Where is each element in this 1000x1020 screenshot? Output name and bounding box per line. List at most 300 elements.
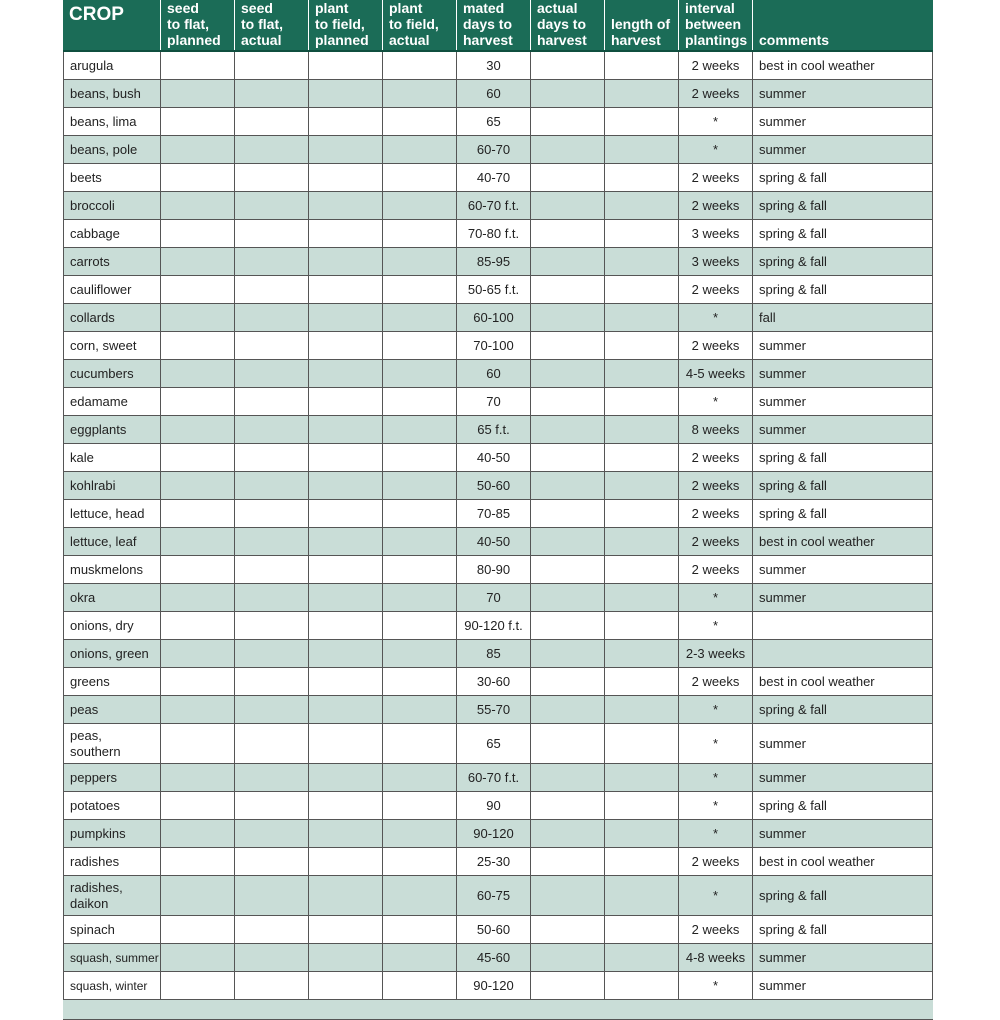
cell-blank[interactable] — [160, 668, 234, 695]
cell-blank[interactable] — [234, 500, 308, 527]
cell-blank[interactable] — [530, 332, 604, 359]
cell-blank[interactable] — [530, 724, 604, 763]
cell-estimated-days-text: 90-120 — [473, 978, 514, 993]
cell-blank[interactable] — [160, 848, 234, 875]
cell-blank[interactable] — [382, 192, 456, 219]
cell-blank[interactable] — [308, 848, 382, 875]
table-row — [63, 192, 933, 220]
cell-blank[interactable] — [160, 876, 234, 915]
cell-blank[interactable] — [308, 220, 382, 247]
cell-blank[interactable] — [604, 848, 678, 875]
cell-interval — [678, 444, 752, 471]
cell-blank[interactable] — [530, 108, 604, 135]
cell-crop — [63, 848, 160, 875]
cell-blank[interactable] — [308, 944, 382, 971]
cell-blank[interactable] — [234, 848, 308, 875]
cell-estimated-days — [456, 220, 530, 247]
cell-blank[interactable] — [382, 444, 456, 471]
cell-blank[interactable] — [160, 500, 234, 527]
cell-blank[interactable] — [530, 876, 604, 915]
cell-blank[interactable] — [382, 164, 456, 191]
cell-blank[interactable] — [530, 276, 604, 303]
cell-blank[interactable] — [234, 944, 308, 971]
cell-comments-text: spring & fall — [759, 478, 827, 493]
cell-estimated-days-text: 40-50 — [476, 534, 511, 549]
cell-interval-text: 2 weeks — [691, 562, 740, 577]
cell-blank[interactable] — [382, 416, 456, 443]
cell-blank[interactable] — [160, 792, 234, 819]
cell-blank[interactable] — [160, 472, 234, 499]
cell-blank[interactable] — [604, 668, 678, 695]
cell-blank[interactable] — [382, 108, 456, 135]
cell-blank[interactable] — [160, 220, 234, 247]
header-line: actual — [389, 32, 430, 48]
cell-crop-text: cabbage — [70, 225, 120, 241]
cell-interval-text: 3 weeks — [691, 254, 740, 269]
cell-blank[interactable] — [160, 640, 234, 667]
cell-crop-text: spinach — [70, 921, 115, 937]
cell-estimated-days — [456, 80, 530, 107]
cell-estimated-days — [456, 248, 530, 275]
cell-blank[interactable] — [530, 192, 604, 219]
cell-blank[interactable] — [530, 500, 604, 527]
cell-blank[interactable] — [604, 612, 678, 639]
cell-blank[interactable] — [308, 556, 382, 583]
header-crop — [63, 0, 160, 50]
cell-blank[interactable] — [382, 276, 456, 303]
cell-comments-text: spring & fall — [759, 888, 827, 903]
cell-blank[interactable] — [604, 444, 678, 471]
header-est_days — [456, 0, 530, 50]
cell-blank[interactable] — [604, 52, 678, 79]
cell-interval-text: * — [712, 826, 719, 841]
cell-blank[interactable] — [530, 164, 604, 191]
cell-blank[interactable] — [234, 276, 308, 303]
cell-blank[interactable] — [382, 792, 456, 819]
cell-blank[interactable] — [308, 820, 382, 847]
cell-comments — [752, 192, 933, 219]
cell-estimated-days — [456, 640, 530, 667]
cell-blank[interactable] — [234, 820, 308, 847]
cell-blank[interactable] — [308, 640, 382, 667]
cell-blank[interactable] — [234, 416, 308, 443]
cell-blank[interactable] — [382, 876, 456, 915]
table-row — [63, 876, 933, 916]
cell-crop — [63, 972, 160, 999]
cell-blank[interactable] — [308, 764, 382, 791]
cell-blank[interactable] — [308, 500, 382, 527]
cell-blank[interactable] — [160, 696, 234, 723]
cell-blank[interactable] — [382, 52, 456, 79]
cell-blank[interactable] — [160, 192, 234, 219]
cell-blank[interactable] — [234, 528, 308, 555]
cell-blank[interactable] — [234, 136, 308, 163]
cell-interval-text: 2 weeks — [691, 854, 740, 869]
cell-estimated-days-text: 50-60 — [476, 478, 511, 493]
cell-blank[interactable] — [234, 916, 308, 943]
cell-blank[interactable] — [160, 248, 234, 275]
cell-blank[interactable] — [530, 388, 604, 415]
cell-crop-text: cucumbers — [70, 365, 134, 381]
cell-interval — [678, 848, 752, 875]
cell-blank[interactable] — [382, 500, 456, 527]
cell-crop-text: eggplants — [70, 421, 127, 437]
cell-blank[interactable] — [308, 528, 382, 555]
cell-comments — [752, 444, 933, 471]
cell-blank[interactable] — [530, 820, 604, 847]
cell-blank[interactable] — [382, 972, 456, 999]
cell-blank[interactable] — [604, 192, 678, 219]
cell-comments-text: best in cool weather — [759, 854, 875, 869]
table-row — [63, 332, 933, 360]
cell-blank[interactable] — [308, 876, 382, 915]
cell-blank[interactable] — [160, 332, 234, 359]
cell-crop-text: carrots — [70, 253, 110, 269]
cell-blank[interactable] — [530, 916, 604, 943]
cell-blank[interactable] — [234, 792, 308, 819]
cell-blank[interactable] — [308, 108, 382, 135]
cell-blank[interactable] — [530, 792, 604, 819]
cell-comments-text: summer — [759, 950, 806, 965]
cell-comments-text: summer — [759, 590, 806, 605]
cell-estimated-days — [456, 944, 530, 971]
cell-blank[interactable] — [530, 612, 604, 639]
cell-blank[interactable] — [530, 584, 604, 611]
header-line: harvest — [463, 32, 513, 48]
cell-blank[interactable] — [604, 416, 678, 443]
cell-blank[interactable] — [604, 332, 678, 359]
cell-blank[interactable] — [604, 136, 678, 163]
cell-estimated-days-text: 60 — [486, 366, 501, 381]
cell-blank[interactable] — [234, 640, 308, 667]
cell-blank[interactable] — [530, 972, 604, 999]
cell-blank[interactable] — [604, 388, 678, 415]
header-line: to flat, — [241, 16, 283, 32]
cell-blank[interactable] — [530, 848, 604, 875]
cell-comments-text: summer — [759, 562, 806, 577]
cell-blank[interactable] — [382, 304, 456, 331]
cell-crop — [63, 584, 160, 611]
cell-blank[interactable] — [308, 584, 382, 611]
cell-blank[interactable] — [160, 52, 234, 79]
cell-blank[interactable] — [530, 304, 604, 331]
cell-blank[interactable] — [604, 944, 678, 971]
cell-interval-text: 2 weeks — [691, 86, 740, 101]
cell-blank[interactable] — [604, 916, 678, 943]
table-row-partial — [63, 1000, 933, 1020]
cell-blank[interactable] — [530, 668, 604, 695]
cell-blank[interactable] — [530, 220, 604, 247]
cell-blank[interactable] — [382, 612, 456, 639]
cell-blank[interactable] — [234, 220, 308, 247]
cell-blank[interactable] — [234, 360, 308, 387]
cell-blank[interactable] — [530, 764, 604, 791]
header-seed_actual — [234, 0, 308, 50]
cell-blank[interactable] — [234, 556, 308, 583]
cell-crop-text: radishes, daikon — [70, 879, 123, 911]
cell-blank[interactable] — [530, 136, 604, 163]
cell-estimated-days-text: 60-70 f.t. — [467, 770, 520, 785]
cell-blank[interactable] — [234, 584, 308, 611]
cell-comments — [752, 556, 933, 583]
cell-blank[interactable] — [160, 108, 234, 135]
cell-estimated-days — [456, 764, 530, 791]
cell-blank[interactable] — [604, 972, 678, 999]
cell-blank[interactable] — [160, 360, 234, 387]
cell-blank[interactable] — [382, 668, 456, 695]
cell-crop — [63, 416, 160, 443]
cell-interval-text: * — [712, 618, 719, 633]
table-row — [63, 556, 933, 584]
cell-blank[interactable] — [382, 944, 456, 971]
cell-blank[interactable] — [604, 792, 678, 819]
cell-comments — [752, 944, 933, 971]
cell-blank[interactable] — [308, 972, 382, 999]
cell-estimated-days — [456, 584, 530, 611]
cell-comments-text: spring & fall — [759, 798, 827, 813]
cell-interval — [678, 944, 752, 971]
cell-blank[interactable] — [530, 556, 604, 583]
cell-interval — [678, 556, 752, 583]
cell-blank[interactable] — [382, 248, 456, 275]
cell-interval-text: 2 weeks — [691, 450, 740, 465]
cell-blank[interactable] — [308, 136, 382, 163]
cell-comments — [752, 584, 933, 611]
cell-blank[interactable] — [234, 696, 308, 723]
header-line: planned — [167, 32, 221, 48]
cell-estimated-days-text: 60 — [486, 86, 501, 101]
cell-blank[interactable] — [160, 556, 234, 583]
cell-blank[interactable] — [604, 164, 678, 191]
cell-estimated-days-text: 65 f.t. — [477, 422, 510, 437]
cell-blank[interactable] — [234, 612, 308, 639]
cell-blank[interactable] — [308, 668, 382, 695]
header-line: plant — [315, 0, 349, 16]
cell-blank[interactable] — [530, 80, 604, 107]
table-row — [63, 972, 933, 1000]
cell-interval — [678, 192, 752, 219]
cell-crop — [63, 332, 160, 359]
cell-blank[interactable] — [604, 640, 678, 667]
cell-estimated-days — [456, 848, 530, 875]
cell-blank[interactable] — [530, 944, 604, 971]
cell-blank[interactable] — [160, 416, 234, 443]
cell-comments — [752, 500, 933, 527]
cell-blank[interactable] — [308, 388, 382, 415]
cell-blank[interactable] — [160, 612, 234, 639]
table-row — [63, 944, 933, 972]
cell-blank[interactable] — [604, 80, 678, 107]
cell-blank[interactable] — [382, 136, 456, 163]
header-line: plant — [389, 0, 423, 16]
cell-blank[interactable] — [234, 668, 308, 695]
cell-blank[interactable] — [604, 876, 678, 915]
cell-blank[interactable] — [234, 192, 308, 219]
cell-blank[interactable] — [308, 80, 382, 107]
cell-blank[interactable] — [308, 696, 382, 723]
cell-blank[interactable] — [308, 724, 382, 763]
cell-blank[interactable] — [604, 724, 678, 763]
cell-blank[interactable] — [382, 848, 456, 875]
cell-blank[interactable] — [382, 764, 456, 791]
cell-comments — [752, 416, 933, 443]
cell-blank[interactable] — [160, 388, 234, 415]
header-line: actual — [241, 32, 282, 48]
cell-estimated-days — [456, 820, 530, 847]
cell-blank[interactable] — [604, 556, 678, 583]
cell-crop — [63, 916, 160, 943]
cell-comments — [752, 972, 933, 999]
cell-blank[interactable] — [234, 764, 308, 791]
cell-interval — [678, 764, 752, 791]
cell-blank[interactable] — [382, 696, 456, 723]
cell-blank[interactable] — [530, 248, 604, 275]
cell-blank[interactable] — [382, 80, 456, 107]
cell-comments — [752, 876, 933, 915]
cell-blank[interactable] — [604, 276, 678, 303]
cell-estimated-days — [456, 876, 530, 915]
cell-blank[interactable] — [160, 820, 234, 847]
header-line: days to — [537, 16, 587, 32]
cell-blank[interactable] — [308, 360, 382, 387]
cell-blank[interactable] — [382, 640, 456, 667]
cell-blank[interactable] — [160, 724, 234, 763]
cell-blank[interactable] — [604, 820, 678, 847]
cell-blank[interactable] — [160, 972, 234, 999]
cell-blank[interactable] — [160, 304, 234, 331]
cell-blank[interactable] — [382, 528, 456, 555]
cell-estimated-days-text: 65 — [486, 114, 501, 129]
cell-blank[interactable] — [308, 304, 382, 331]
cell-blank[interactable] — [308, 916, 382, 943]
cell-blank[interactable] — [530, 696, 604, 723]
cell-blank[interactable] — [382, 220, 456, 247]
cell-blank[interactable] — [604, 220, 678, 247]
cell-blank[interactable] — [604, 248, 678, 275]
cell-blank[interactable] — [604, 764, 678, 791]
cell-blank[interactable] — [234, 876, 308, 915]
cell-estimated-days-text: 70-85 — [476, 506, 511, 521]
cell-blank[interactable] — [308, 276, 382, 303]
cell-blank[interactable] — [382, 388, 456, 415]
cell-blank[interactable] — [530, 360, 604, 387]
cell-blank[interactable] — [234, 80, 308, 107]
cell-blank[interactable] — [234, 164, 308, 191]
cell-blank[interactable] — [234, 724, 308, 763]
cell-blank[interactable] — [382, 916, 456, 943]
cell-blank[interactable] — [530, 640, 604, 667]
table-row — [63, 612, 933, 640]
table-row — [63, 472, 933, 500]
cell-blank[interactable] — [530, 472, 604, 499]
cell-blank[interactable] — [604, 500, 678, 527]
cell-blank[interactable] — [308, 248, 382, 275]
cell-blank[interactable] — [160, 584, 234, 611]
cell-interval-text: * — [712, 394, 719, 409]
cell-blank[interactable] — [308, 612, 382, 639]
cell-blank[interactable] — [234, 108, 308, 135]
cell-interval-text: * — [712, 798, 719, 813]
cell-interval — [678, 416, 752, 443]
cell-interval-text: 2 weeks — [691, 534, 740, 549]
cell-comments — [752, 764, 933, 791]
cell-estimated-days-text: 60-70 — [476, 142, 511, 157]
cell-blank[interactable] — [160, 276, 234, 303]
cell-blank[interactable] — [160, 764, 234, 791]
cell-blank[interactable] — [604, 584, 678, 611]
cell-blank[interactable] — [234, 52, 308, 79]
cell-blank[interactable] — [308, 472, 382, 499]
cell-blank[interactable] — [308, 164, 382, 191]
cell-estimated-days — [456, 416, 530, 443]
cell-blank[interactable] — [308, 444, 382, 471]
cell-blank[interactable] — [234, 388, 308, 415]
cell-blank[interactable] — [160, 916, 234, 943]
cell-blank[interactable] — [308, 192, 382, 219]
cell-estimated-days-text: 70 — [486, 394, 501, 409]
cell-blank[interactable] — [308, 416, 382, 443]
cell-blank[interactable] — [604, 528, 678, 555]
cell-blank[interactable] — [160, 80, 234, 107]
cell-blank[interactable] — [234, 472, 308, 499]
cell-blank[interactable] — [530, 416, 604, 443]
cell-interval — [678, 792, 752, 819]
cell-blank[interactable] — [234, 972, 308, 999]
cell-blank[interactable] — [382, 556, 456, 583]
planting-schedule-table — [63, 0, 933, 1020]
cell-interval — [678, 52, 752, 79]
cell-blank[interactable] — [160, 528, 234, 555]
cell-blank[interactable] — [604, 696, 678, 723]
cell-comments — [752, 388, 933, 415]
cell-blank[interactable] — [382, 820, 456, 847]
cell-blank[interactable] — [382, 332, 456, 359]
cell-blank[interactable] — [160, 164, 234, 191]
cell-blank[interactable] — [160, 444, 234, 471]
cell-blank[interactable] — [160, 944, 234, 971]
cell-blank[interactable] — [160, 136, 234, 163]
cell-blank[interactable] — [604, 108, 678, 135]
cell-blank[interactable] — [604, 360, 678, 387]
cell-blank[interactable] — [530, 52, 604, 79]
cell-blank[interactable] — [308, 792, 382, 819]
table-row — [63, 52, 933, 80]
cell-blank[interactable] — [234, 332, 308, 359]
table-header — [63, 0, 933, 52]
header-line: mated — [463, 0, 505, 16]
cell-blank[interactable] — [308, 332, 382, 359]
cell-comments — [752, 220, 933, 247]
cell-estimated-days — [456, 528, 530, 555]
cell-blank[interactable] — [382, 360, 456, 387]
cell-crop-text: lettuce, head — [70, 505, 145, 521]
cell-blank[interactable] — [604, 472, 678, 499]
cell-blank[interactable] — [308, 52, 382, 79]
cell-blank[interactable] — [234, 444, 308, 471]
cell-comments-text: summer — [759, 826, 806, 841]
cell-blank[interactable] — [382, 724, 456, 763]
cell-blank[interactable] — [530, 444, 604, 471]
cell-blank[interactable] — [382, 472, 456, 499]
cell-blank[interactable] — [234, 248, 308, 275]
cell-crop — [63, 136, 160, 163]
cell-blank[interactable] — [234, 304, 308, 331]
cell-blank[interactable] — [530, 528, 604, 555]
cell-crop — [63, 640, 160, 667]
cell-crop — [63, 248, 160, 275]
cell-blank[interactable] — [604, 304, 678, 331]
cell-blank[interactable] — [382, 584, 456, 611]
